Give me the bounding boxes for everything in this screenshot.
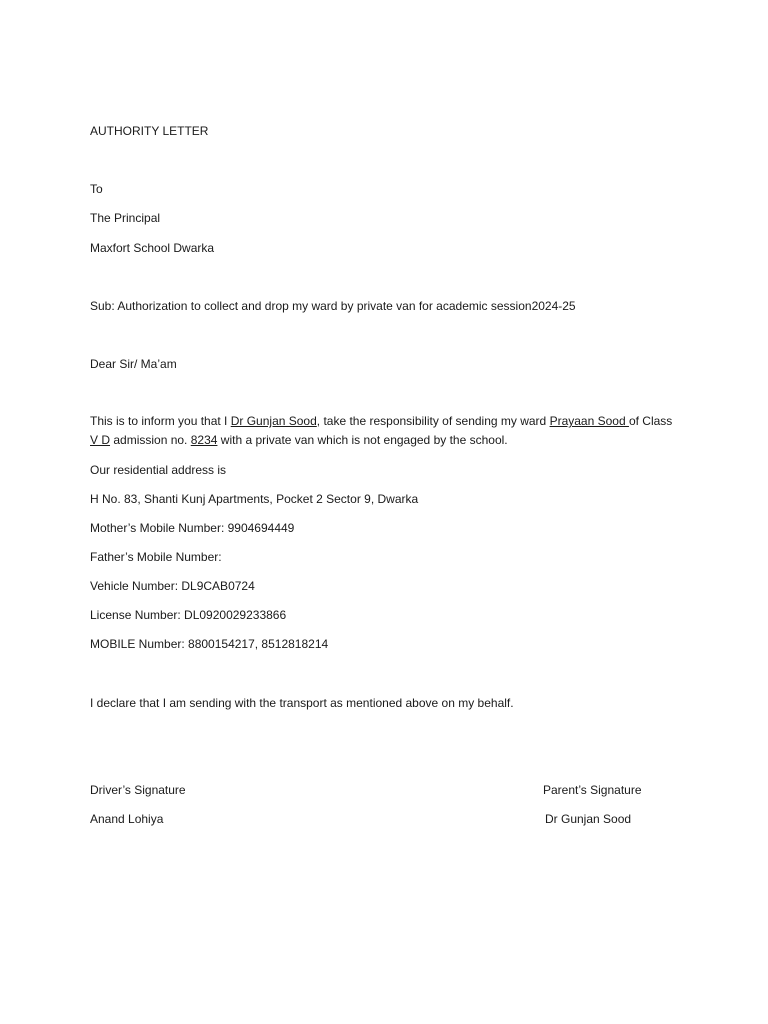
parent-name: Dr Gunjan Sood bbox=[230, 414, 317, 428]
license-number: License Number: DL0920029233866 bbox=[90, 608, 287, 622]
subject-line: Sub: Authorization to collect and drop my ward by private van for academic session2024-25 bbox=[90, 299, 576, 313]
body-text-4: admission no. bbox=[110, 432, 191, 447]
vehicle-number: Vehicle Number: DL9CAB0724 bbox=[90, 579, 255, 593]
to-label: To bbox=[90, 182, 103, 196]
driver-signature-label: Driver’s Signature bbox=[90, 783, 186, 797]
recipient-title: The Principal bbox=[90, 211, 161, 225]
driver-name: Anand Lohiya bbox=[90, 812, 164, 826]
body-text-5: with a private van which is not engaged by the school. bbox=[217, 432, 508, 447]
admission-number: 8234 bbox=[190, 432, 218, 447]
letter-title: AUTHORITY LETTER bbox=[90, 124, 209, 138]
parent-signature-name: Dr Gunjan Sood bbox=[545, 812, 632, 826]
mother-mobile: Mother’s Mobile Number: 9904694449 bbox=[90, 521, 295, 535]
body-text-2: , take the responsibility of sending my ward bbox=[316, 414, 550, 428]
body-paragraph bbox=[90, 412, 680, 449]
body-text-3: of Class bbox=[628, 414, 673, 428]
ward-name: Prayaan Sood bbox=[549, 414, 629, 428]
parent-signature-label: Parent’s Signature bbox=[543, 783, 642, 797]
recipient-school: Maxfort School Dwarka bbox=[90, 241, 215, 255]
mobile-number: MOBILE Number: 8800154217, 8512818214 bbox=[90, 637, 329, 651]
address-label: Our residential address is bbox=[90, 463, 227, 477]
declaration: I declare that I am sending with the transport as mentioned above on my behalf. bbox=[90, 696, 514, 710]
class-value: V D bbox=[90, 432, 111, 447]
salutation: Dear Sir/ Ma’am bbox=[90, 357, 177, 371]
address: H No. 83, Shanti Kunj Apartments, Pocket 2 Sector 9, Dwarka bbox=[90, 492, 419, 506]
body-text-1: This is to inform you that I bbox=[90, 414, 231, 428]
father-mobile: Father’s Mobile Number: bbox=[90, 550, 222, 564]
